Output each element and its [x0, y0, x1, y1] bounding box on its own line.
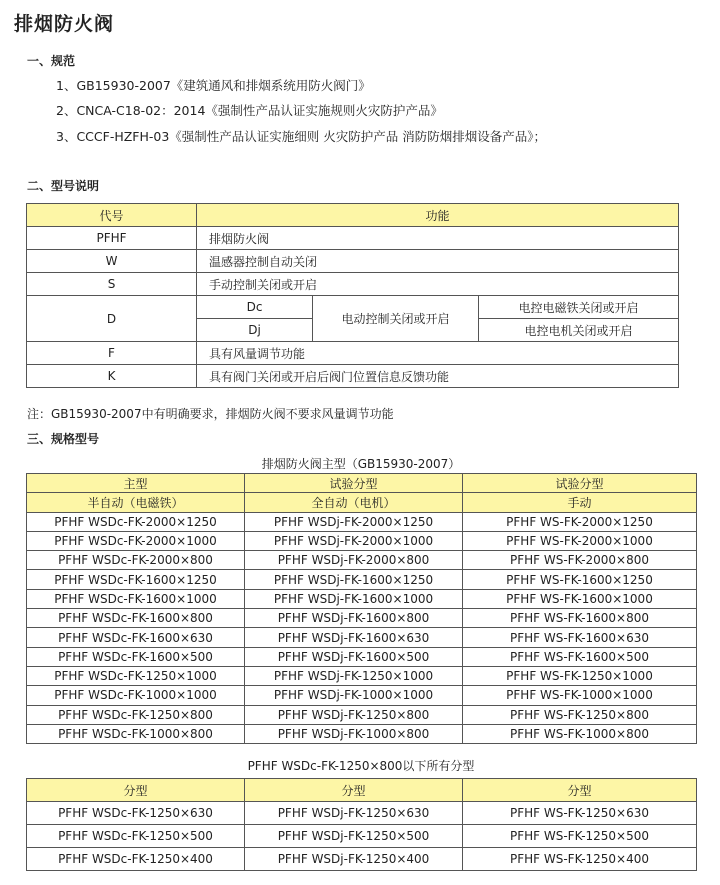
model-cell: PFHF WS-FK-1000×800 — [463, 724, 697, 743]
model-cell: PFHF WS-FK-1600×1000 — [463, 589, 697, 608]
header-cell: 试验分型 — [463, 474, 697, 493]
model-cell: PFHF WSDj-FK-1250×400 — [245, 848, 463, 871]
table-row — [27, 227, 679, 250]
function-cell: 具有阀门关闭或开启后阀门位置信息反馈功能 — [197, 365, 679, 388]
model-cell: PFHF WSDc-FK-1250×1000 — [27, 666, 245, 685]
header-function: 功能 — [197, 204, 679, 227]
model-cell: PFHF WS-FK-1600×800 — [463, 609, 697, 628]
model-cell: PFHF WSDj-FK-2000×800 — [245, 551, 463, 570]
table-row — [27, 342, 679, 365]
subheader-cell: 半自动（电磁铁） — [27, 493, 245, 512]
table-row — [27, 848, 697, 871]
table-row — [27, 551, 697, 570]
model-cell: PFHF WSDc-FK-1250×630 — [27, 802, 245, 825]
model-cell: PFHF WSDj-FK-1250×630 — [245, 802, 463, 825]
table-row — [27, 666, 697, 685]
sub-table-caption: PFHF WSDc-FK-1250×800以下所有分型 — [247, 759, 475, 773]
model-cell: PFHF WS-FK-1250×400 — [463, 848, 697, 871]
model-cell: PFHF WS-FK-1000×1000 — [463, 686, 697, 705]
model-cell: PFHF WSDc-FK-1600×630 — [27, 628, 245, 647]
table-header-row — [27, 204, 679, 227]
model-cell: PFHF WSDc-FK-1600×500 — [27, 647, 245, 666]
model-cell: PFHF WS-FK-1250×500 — [463, 825, 697, 848]
model-cell: PFHF WS-FK-2000×1000 — [463, 531, 697, 550]
table-header-row — [27, 779, 697, 802]
function-cell: 温感器控制自动关闭 — [197, 250, 679, 273]
table-row — [27, 365, 679, 388]
table-row — [27, 273, 679, 296]
standard-item: 1、GB15930-2007《建筑通风和排烟系统用防火阀门》 — [56, 78, 371, 93]
table-row — [27, 250, 679, 273]
table-row — [27, 686, 697, 705]
section-heading-model: 二、型号说明 — [27, 179, 100, 193]
header-cell: 主型 — [27, 474, 245, 493]
model-cell: PFHF WSDc-FK-1250×800 — [27, 705, 245, 724]
model-cell: PFHF WSDj-FK-1000×1000 — [245, 686, 463, 705]
model-cell: PFHF WSDc-FK-1000×800 — [27, 724, 245, 743]
model-cell: PFHF WSDj-FK-1600×630 — [245, 628, 463, 647]
model-cell: PFHF WS-FK-1250×800 — [463, 705, 697, 724]
header-cell: 分型 — [27, 779, 245, 802]
header-cell: 分型 — [463, 779, 697, 802]
header-cell: 试验分型 — [245, 474, 463, 493]
code-cell: F — [27, 342, 197, 365]
table-row — [27, 296, 679, 319]
page-title: 排烟防火阀 — [14, 13, 115, 35]
function-cell: 具有风量调节功能 — [197, 342, 679, 365]
code-cell: W — [27, 250, 197, 273]
model-cell: PFHF WSDc-FK-2000×1000 — [27, 531, 245, 550]
model-cell: PFHF WSDc-FK-2000×1250 — [27, 512, 245, 531]
function-cell: 排烟防火阀 — [197, 227, 679, 250]
model-cell: PFHF WSDc-FK-1250×400 — [27, 848, 245, 871]
table-row — [27, 802, 697, 825]
model-cell: PFHF WSDc-FK-1600×1250 — [27, 570, 245, 589]
function-cell: 手动控制关闭或开启 — [197, 273, 679, 296]
spec-table-caption: 排烟防火阀主型（GB15930-2007） — [261, 457, 461, 471]
model-cell: PFHF WSDj-FK-1600×1250 — [245, 570, 463, 589]
code-cell: PFHF — [27, 227, 197, 250]
model-cell: PFHF WS-FK-1600×500 — [463, 647, 697, 666]
model-cell: PFHF WSDj-FK-1000×800 — [245, 724, 463, 743]
model-cell: PFHF WS-FK-2000×1250 — [463, 512, 697, 531]
model-cell: PFHF WS-FK-1600×1250 — [463, 570, 697, 589]
standard-item: 2、CNCA-C18-02：2014《强制性产品认证实施规则火灾防护产品》 — [56, 103, 443, 118]
model-cell: PFHF WSDj-FK-1250×500 — [245, 825, 463, 848]
table-subheader-row — [27, 493, 697, 512]
subcode-cell: Dc — [197, 296, 313, 319]
standard-item: 3、CCCF-HZFH-03《强制性产品认证实施细则 火灾防护产品 消防防烟排烟设备产品》； — [56, 129, 547, 144]
header-cell: 分型 — [245, 779, 463, 802]
model-cell: PFHF WSDc-FK-1600×800 — [27, 609, 245, 628]
header-code: 代号 — [27, 204, 197, 227]
table-row — [27, 512, 697, 531]
model-cell: PFHF WSDj-FK-1600×1000 — [245, 589, 463, 608]
code-cell: D — [27, 296, 197, 342]
function-cell: 电控电机关闭或开启 — [479, 319, 679, 342]
table-row — [27, 825, 697, 848]
table-row — [27, 628, 697, 647]
code-cell: K — [27, 365, 197, 388]
model-cell: PFHF WSDj-FK-1600×800 — [245, 609, 463, 628]
model-cell: PFHF WSDc-FK-1600×1000 — [27, 589, 245, 608]
table-row — [27, 531, 697, 550]
model-cell: PFHF WS-FK-2000×800 — [463, 551, 697, 570]
section-heading-standards: 一、规范 — [27, 54, 76, 68]
model-cell: PFHF WSDj-FK-1250×800 — [245, 705, 463, 724]
subheader-cell: 手动 — [463, 493, 697, 512]
model-cell: PFHF WSDj-FK-2000×1250 — [245, 512, 463, 531]
subtype-table — [26, 778, 697, 871]
model-cell: PFHF WSDc-FK-1250×500 — [27, 825, 245, 848]
table-row — [27, 570, 697, 589]
note-text: 注：GB15930-2007中有明确要求，排烟防火阀不要求风量调节功能 — [27, 407, 394, 421]
model-cell: PFHF WS-FK-1600×630 — [463, 628, 697, 647]
subheader-cell: 全自动（电机） — [245, 493, 463, 512]
code-cell: S — [27, 273, 197, 296]
model-cell: PFHF WS-FK-1250×1000 — [463, 666, 697, 685]
spec-table — [26, 473, 697, 744]
model-code-table — [26, 203, 679, 388]
subcode-cell: Dj — [197, 319, 313, 342]
model-cell: PFHF WSDc-FK-1000×1000 — [27, 686, 245, 705]
table-row — [27, 705, 697, 724]
table-row — [27, 609, 697, 628]
table-row — [27, 589, 697, 608]
model-cell: PFHF WSDj-FK-1250×1000 — [245, 666, 463, 685]
table-header-row — [27, 474, 697, 493]
model-cell: PFHF WSDc-FK-2000×800 — [27, 551, 245, 570]
function-cell: 电控电磁铁关闭或开启 — [479, 296, 679, 319]
function-cell: 电动控制关闭或开启 — [313, 296, 479, 342]
table-row — [27, 647, 697, 666]
section-heading-spec: 三、规格型号 — [27, 432, 100, 446]
model-cell: PFHF WS-FK-1250×630 — [463, 802, 697, 825]
model-cell: PFHF WSDj-FK-1600×500 — [245, 647, 463, 666]
table-row — [27, 724, 697, 743]
model-cell: PFHF WSDj-FK-2000×1000 — [245, 531, 463, 550]
